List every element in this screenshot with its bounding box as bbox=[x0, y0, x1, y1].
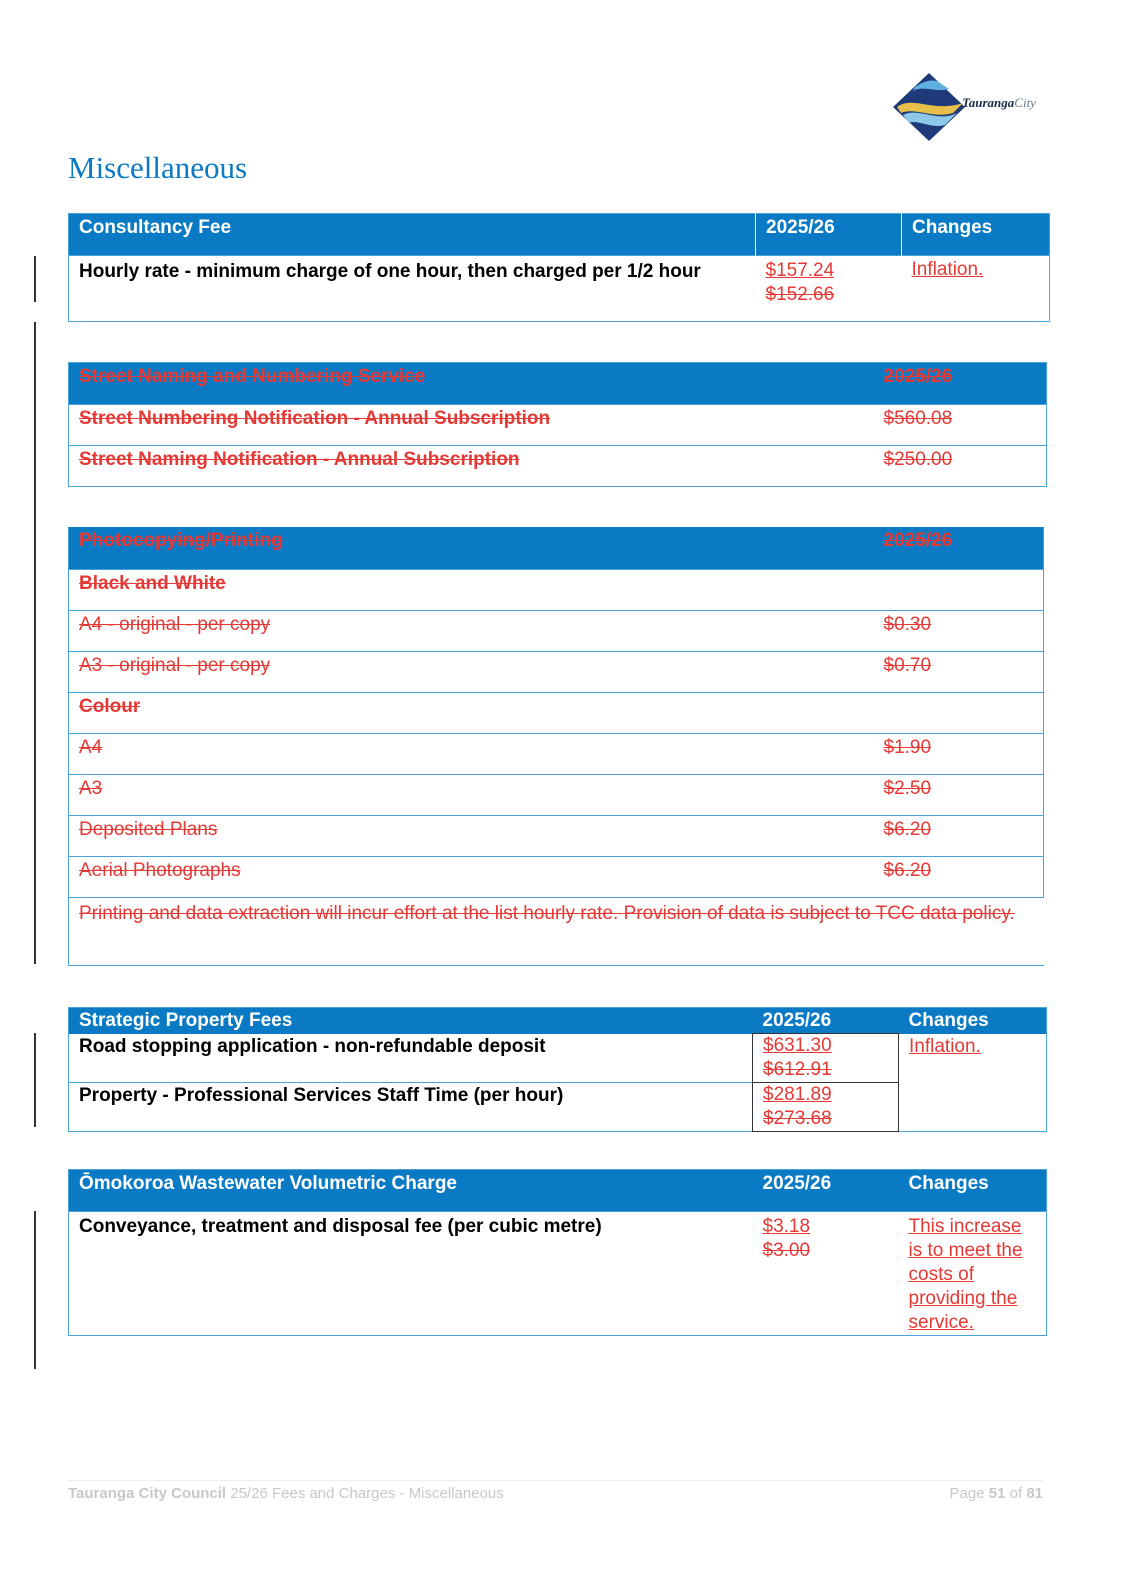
row-price: $6.20 bbox=[874, 815, 1044, 856]
logo-wordmark: TaurangaCity bbox=[962, 95, 1036, 110]
footer-left bbox=[68, 1485, 504, 1502]
change-bar bbox=[34, 322, 36, 964]
table-row bbox=[69, 815, 1044, 856]
new-price: $631.30 bbox=[763, 1035, 832, 1056]
table-header-year: 2025/26 bbox=[874, 527, 1044, 569]
row-price: $1.90 bbox=[874, 733, 1044, 774]
row-label: A4 - original - per copy bbox=[69, 610, 874, 651]
row-label: Road stopping application - non-refundable deposit bbox=[79, 1035, 546, 1057]
table-header-title: Ōmokoroa Wastewater Volumetric Charge bbox=[69, 1170, 753, 1212]
page-title: Miscellaneous bbox=[68, 150, 248, 185]
row-price: $6.20 bbox=[874, 856, 1044, 897]
table-header-year: 2025/26 bbox=[753, 1170, 899, 1212]
table-row bbox=[69, 1034, 1047, 1083]
table-row bbox=[69, 256, 1050, 322]
footer-divider bbox=[68, 1480, 1043, 1481]
omokoroa-wastewater-table bbox=[68, 1169, 1047, 1336]
table-row bbox=[69, 405, 1047, 446]
row-label: Street Naming Notification - Annual Subscription bbox=[69, 446, 874, 487]
table-row bbox=[69, 856, 1044, 897]
table-header-year: 2025/26 bbox=[753, 1008, 899, 1034]
table-row bbox=[69, 774, 1044, 815]
row-label: A4 bbox=[69, 733, 874, 774]
row-label: Conveyance, treatment and disposal fee (per cubic metre) bbox=[69, 1212, 753, 1336]
table-row bbox=[69, 733, 1044, 774]
change-note: Inflation. bbox=[909, 1035, 981, 1057]
page-number: Page 51 of 81 bbox=[949, 1485, 1043, 1502]
row-label: Property - Professional Services Staff Time (per hour) bbox=[69, 1083, 753, 1132]
new-price: $3.18 bbox=[762, 1216, 811, 1237]
table-row bbox=[69, 569, 1044, 610]
table-header-changes: Changes bbox=[899, 1170, 1047, 1212]
old-price: $273.68 bbox=[763, 1108, 832, 1129]
row-label: A3 - original - per copy bbox=[69, 651, 874, 692]
photocopying-table bbox=[68, 527, 1044, 966]
change-bar bbox=[34, 1033, 36, 1127]
footer-doc: 25/26 Fees and Charges - Miscellaneous bbox=[230, 1485, 504, 1502]
old-price: $152.66 bbox=[765, 284, 835, 305]
table-row bbox=[69, 1212, 1047, 1336]
change-bar bbox=[34, 256, 36, 302]
table-header-title: Street Naming and Numbering Service bbox=[69, 363, 874, 405]
table-header-title: Photocopying/Printing bbox=[69, 527, 874, 569]
new-price: $281.89 bbox=[763, 1084, 832, 1105]
table-row bbox=[69, 446, 1047, 487]
table-header-title: Consultancy Fee bbox=[69, 214, 756, 256]
change-note: This increase is to meet the costs of providing the service. bbox=[908, 1216, 1023, 1333]
change-note: Inflation. bbox=[911, 259, 984, 280]
section-label: Colour bbox=[69, 692, 874, 733]
row-price: $0.70 bbox=[874, 651, 1044, 692]
section-label: Black and White bbox=[69, 569, 874, 610]
new-price: $157.24 bbox=[765, 260, 835, 281]
row-price: $560.08 bbox=[874, 405, 1047, 446]
table-header-title: Strategic Property Fees bbox=[69, 1008, 753, 1034]
consultancy-fee-table bbox=[68, 213, 1050, 322]
street-naming-table bbox=[68, 362, 1047, 487]
row-label: Street Numbering Notification - Annual Subscription bbox=[69, 405, 874, 446]
row-price: $250.00 bbox=[874, 446, 1047, 487]
footer-org: Tauranga City Council bbox=[68, 1485, 227, 1502]
strategic-property-table bbox=[68, 1007, 1047, 1132]
row-label: A3 bbox=[69, 774, 874, 815]
table-row bbox=[69, 651, 1044, 692]
note-text: Printing and data extraction will incur effort at the list hourly rate. Provision of data is subject to TCC data policy. bbox=[69, 897, 1044, 965]
table-header-changes: Changes bbox=[899, 1008, 1047, 1034]
table-row bbox=[69, 692, 1044, 733]
row-label: Hourly rate - minimum charge of one hour, then charged per 1/2 hour bbox=[69, 256, 756, 322]
row-price: $2.50 bbox=[874, 774, 1044, 815]
table-row bbox=[69, 897, 1044, 965]
table-header-year: 2025/26 bbox=[756, 214, 902, 256]
row-label: Aerial Photographs bbox=[69, 856, 874, 897]
table-header-changes: Changes bbox=[902, 214, 1050, 256]
old-price: $612.91 bbox=[763, 1059, 832, 1080]
row-price: $0.30 bbox=[874, 610, 1044, 651]
old-price: $3.00 bbox=[762, 1240, 811, 1261]
table-header-year: 2025/26 bbox=[874, 363, 1047, 405]
table-row bbox=[69, 610, 1044, 651]
row-label: Deposited Plans bbox=[69, 815, 874, 856]
change-bar bbox=[34, 1211, 36, 1369]
